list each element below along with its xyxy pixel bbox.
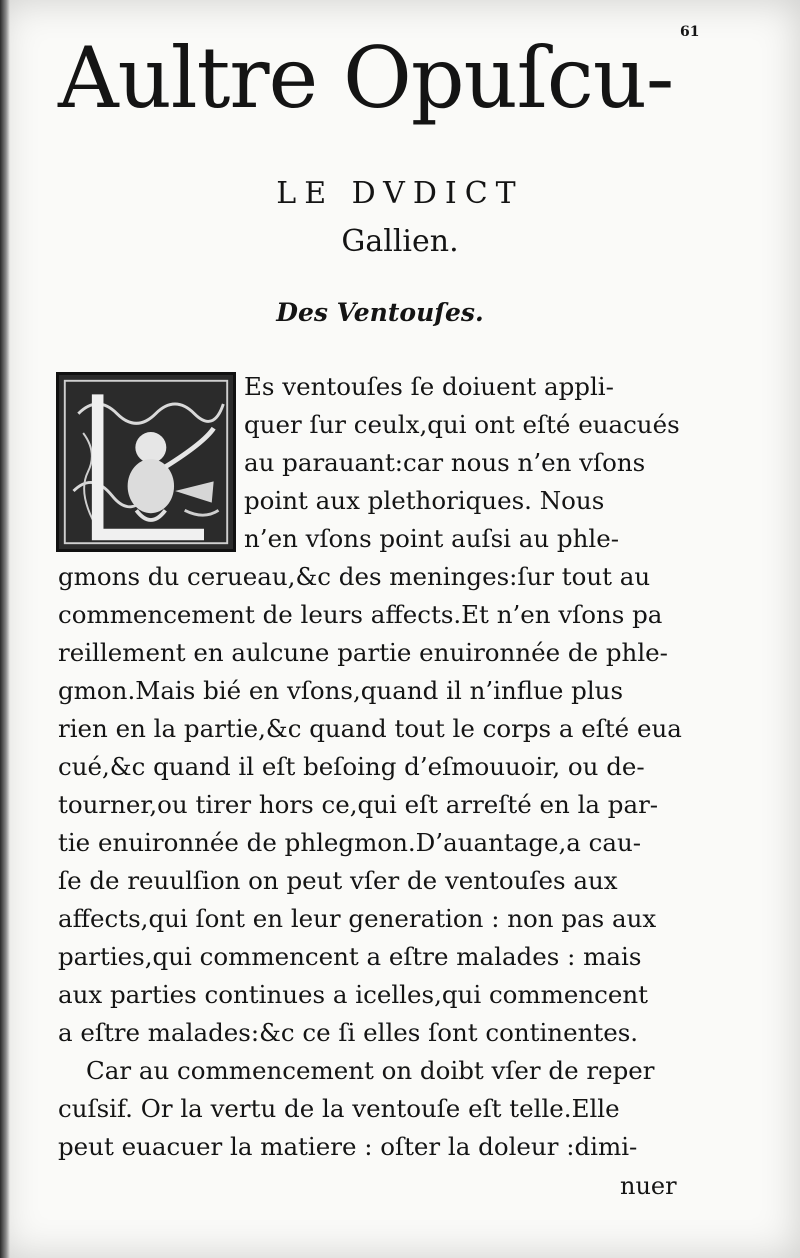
text-line: tie enuironnée de phlegmon.D’auantage,a cau- [58, 828, 642, 857]
page-number: 61 [680, 24, 700, 40]
catchword: nuer [620, 1172, 677, 1200]
text-line: point aux plethoriques. Nous [244, 486, 605, 515]
text-line: reillement en aulcune partie enuironnée de phle- [58, 638, 668, 667]
text-line: gmon.Mais bié en vſons,quand il n’influe plus [58, 676, 624, 705]
author-name: Gallien. [341, 224, 459, 259]
text-line: a eſtre malades:&c ce ſi elles ſont continentes. [58, 1018, 639, 1047]
text-line: cuſsif. Or la vertu de la ventouſe eſt telle.Elle [58, 1094, 620, 1123]
text-line: aux parties continues a icelles,qui commencent [58, 980, 649, 1009]
text-line: affects,qui ſont en leur generation : non pas aux [58, 904, 657, 933]
text-line: gmons du cerueau,&c des meninges:ſur tout au [58, 562, 651, 591]
woodcut-cherub-icon [59, 375, 233, 549]
text-line: tourner,ou tirer hors ce,qui eſt arreſté en la par- [58, 790, 659, 819]
text-line: Es ventouſes ſe doiuent appli- [244, 372, 614, 401]
text-line: Car au commencement on doibt vſer de reper [86, 1056, 655, 1085]
text-line: cué,&c quand il eſt beſoing d’eſmouuoir, ou de- [58, 752, 645, 781]
text-line: n’en vſons point auſsi au phle- [244, 524, 620, 553]
text-line: commencement de leurs affects.Et n’en vſons pa [58, 600, 663, 629]
section-heading: Des Ventouſes. [276, 298, 484, 327]
text-line: au parauant:car nous n’en vſons [244, 448, 646, 477]
text-line: parties,qui commencent a eſtre malades : mais [58, 942, 642, 971]
text-line: ſe de reuulſion on peut vſer de ventouſes aux [58, 866, 618, 895]
decorated-initial-l-woodcut [56, 372, 236, 552]
page-subtitle: LE DVDICT [276, 176, 524, 211]
text-line: peut euacuer la matiere : oſter la doleur :dimi- [58, 1132, 638, 1161]
text-line: quer ſur ceulx,qui ont eſté euacués [244, 410, 680, 439]
text-line: rien en la partie,&c quand tout le corps a eſté eua [58, 714, 682, 743]
page-title: Aultre Opuſcu- [58, 29, 674, 127]
